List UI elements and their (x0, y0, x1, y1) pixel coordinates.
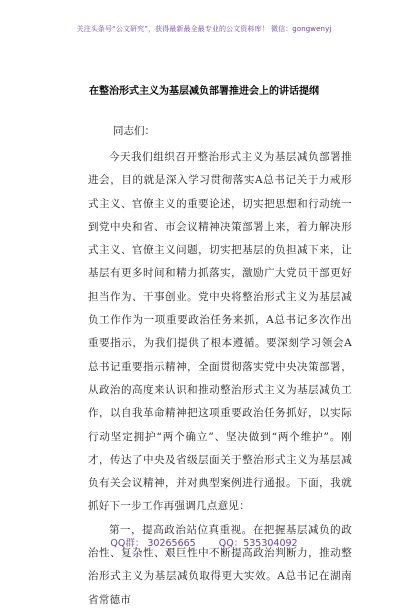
promo-banner: 关注头条号“公文研究”，获得最新最全最专业的公文资料库！ 微信：gongwenyj (76, 25, 332, 33)
qq-group-number: QQ群： 30265665 (110, 538, 196, 549)
document-title: 在整治形式主义为基层减负部署推进会上的讲话提纲 (89, 86, 319, 97)
paragraph: 今天我们组织召开整治形式主义为基层减负部署推进会，目的就是深入学习贯彻落实A总书记关于力戒形式主义、官僚主义的重要论述，切实把思想和行动统一到党中央和省、市会议精神决策部署上来，着力解决形式主义、官僚主义问题，切实把基层的负担减下来，让基层有更多时间和精力抓落实，激励广大党员干部更好担当作为、干事创业。党中央将整治形式主义为基层减负工作作为一项重要政治任务来抓，A总书记多次作出重要指示，为我们提供了根本遵循。要深刻学习领会A总书记重要指示精神，全面贯彻落实党中央决策部署，从政治的高度来认识和推动整治形式主义为基层减负工作，以自我革命精神把这项重要政治任务抓好，以实际行动坚定拥护“两个确立”、坚决做到“两个维护”。刚才，传达了中央及省级层面关于整治形式主义为基层减负有关会议精神，并对典型案例进行通报。下面，我就抓好下一步工作再强调几点意见： (88, 151, 352, 513)
contact-footer (0, 535, 408, 549)
salutation: 同志们： (113, 125, 155, 137)
paragraph: 第一，提高政治站位真重视。在把握基层减负的政治性、复杂性、艰巨性中不断提高政治判断力，推动整治形式主义为基层减负取得更大实效。A总书记在湖南省常德市 (88, 523, 352, 606)
qq-number: QQ：535304092 (218, 538, 298, 549)
